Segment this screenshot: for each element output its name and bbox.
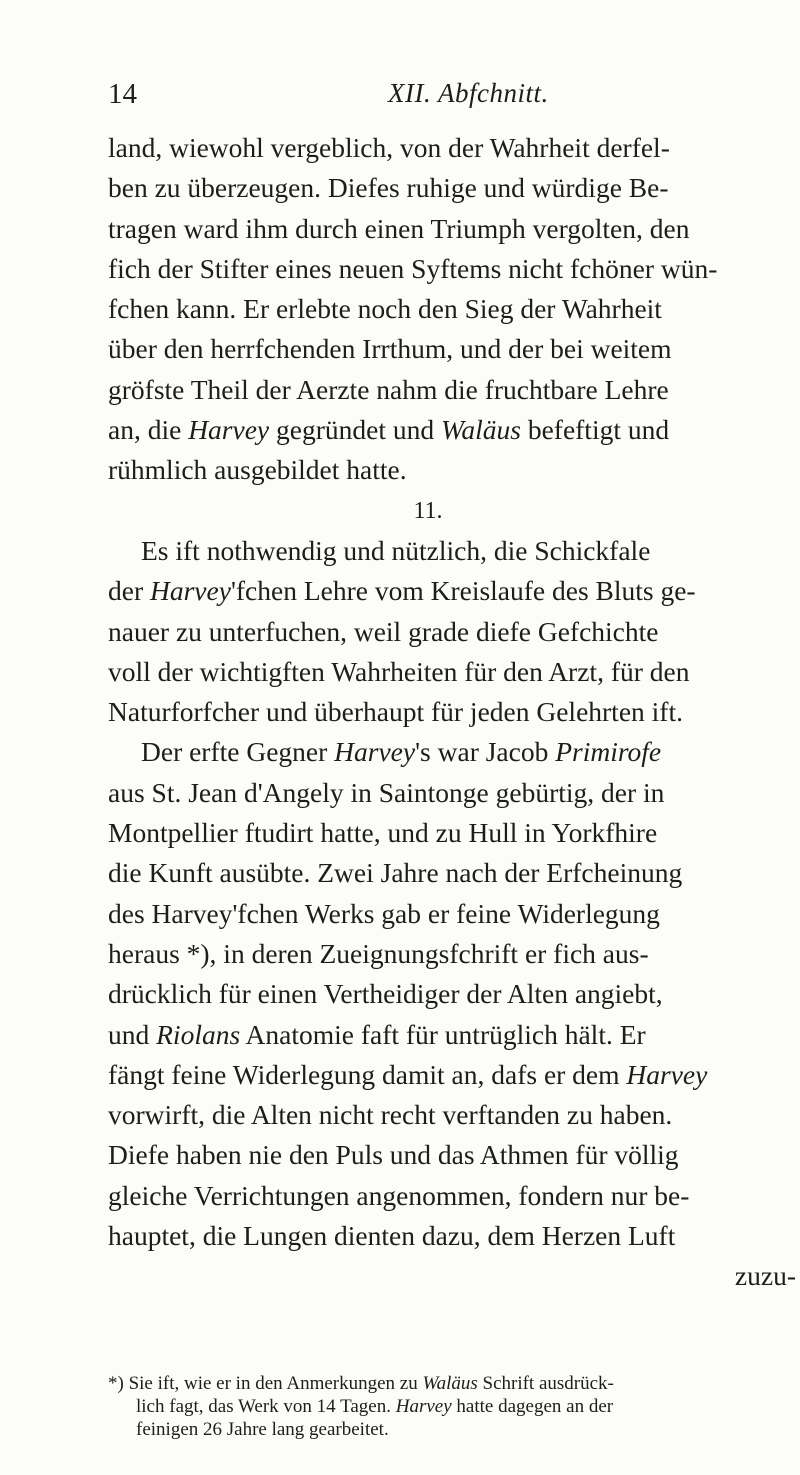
footnote-line (108, 1372, 798, 1395)
text-line: nauer zu unterfuchen, weil grade diefe Gefchichte (108, 615, 659, 647)
text-line: des Harvey'fchen Werks gab er feine Widerlegung (108, 897, 660, 929)
name-harvey: Harvey (188, 414, 270, 446)
text-segment: an, die (108, 414, 189, 446)
footnote-line (108, 1395, 798, 1418)
text-segment: lich fagt, das Werk von 14 Tagen. (136, 1396, 396, 1417)
footnote (108, 1372, 798, 1441)
section-number: 11. (413, 497, 443, 524)
name-walaeus: Waläus (440, 414, 521, 446)
catchword: zuzu- (734, 1260, 796, 1292)
text-line: über den herrfchenden Irrthum, und der bei weitem (108, 333, 672, 365)
text-line: vorwirft, die Alten nicht recht verftanden zu haben. (108, 1099, 673, 1131)
name-walaeus: Waläus (422, 1373, 478, 1394)
text-segment: und (108, 1018, 157, 1050)
text-line (108, 1055, 798, 1095)
text-line: Montpellier ftudirt hatte, und zu Hull in Yorkfhire (108, 817, 658, 849)
text-segment: fängt feine Widerlegung damit an, dafs er dem (108, 1058, 627, 1090)
text-line: Diefe haben nie den Puls und das Athmen für völlig (108, 1139, 679, 1171)
text-segment: befeftigt und (520, 414, 670, 446)
text-line: aus St. Jean d'Angely in Saintonge gebürtig, der in (108, 776, 665, 808)
running-head: XII. Abfchnitt. (388, 78, 549, 108)
text-segment: hatte dagegen an der (451, 1396, 614, 1417)
text-line (108, 1015, 798, 1055)
name-harvey: Harvey (150, 575, 231, 607)
text-line: hauptet, die Lungen dienten dazu, dem Herzen Luft (108, 1220, 676, 1252)
text-segment: Anatomie faft für untrüglich hält. Er (240, 1018, 646, 1050)
text-segment: Schrift ausdrück- (477, 1373, 614, 1394)
text-segment: der (108, 575, 150, 607)
text-segment: *) Sie ift, wie er in den Anmerkungen zu (108, 1373, 423, 1394)
text-line: fich der Stifter eines neuen Syftems nicht fchöner wün- (108, 252, 718, 284)
text-line (108, 410, 798, 450)
text-line: gleiche Verrichtungen angenommen, fondern nur be- (108, 1179, 690, 1211)
text-line: die Kunft ausübte. Zwei Jahre nach der Erfcheinung (108, 857, 683, 889)
text-line: tragen ward ihm durch einen Triumph vergolten, den (108, 212, 690, 244)
name-harvey: Harvey (334, 736, 416, 768)
text-line: rühmlich ausgebildet hatte. (108, 454, 407, 486)
text-line: fchen kann. Er erlebte noch den Sieg der Wahrheit (108, 293, 662, 325)
text-line: heraus *), in deren Zueignungsfchrift er fich aus- (108, 937, 649, 969)
text-line: voll der wichtigften Wahrheiten für den Arzt, für den (108, 655, 690, 687)
text-line: Naturforfcher und überhaupt für jeden Gelehrten ift. (108, 696, 683, 728)
main-text (108, 128, 798, 1297)
text-segment: gegründet und (269, 414, 441, 446)
text-line: ben zu überzeugen. Diefes ruhige und würdige Be- (108, 172, 669, 204)
text-line: gröfste Theil der Aerzte nahm die fruchtbare Lehre (108, 373, 669, 405)
text-line (108, 732, 798, 772)
text-line (108, 571, 798, 611)
text-line: land, wiewohl vergeblich, von der Wahrheit derfel- (108, 132, 670, 163)
text-segment: 'fchen Lehre vom Kreislaufe des Bluts ge- (230, 575, 696, 607)
footnote-line: feinigen 26 Jahre lang gearbeitet. (136, 1419, 389, 1440)
name-harvey: Harvey (395, 1396, 452, 1417)
name-riolans: Riolans (156, 1018, 241, 1050)
text-segment: Der erfte Gegner (141, 736, 335, 768)
page-header (108, 78, 768, 118)
text-line: Es ift nothwendig und nützlich, die Schickfale (141, 534, 651, 566)
page-number: 14 (108, 78, 137, 110)
text-line: drücklich für einen Vertheidiger der Alten angiebt, (108, 978, 663, 1010)
name-harvey: Harvey (626, 1058, 708, 1090)
name-primirose: Primirofe (555, 736, 662, 768)
text-segment: 's war Jacob (415, 736, 556, 768)
